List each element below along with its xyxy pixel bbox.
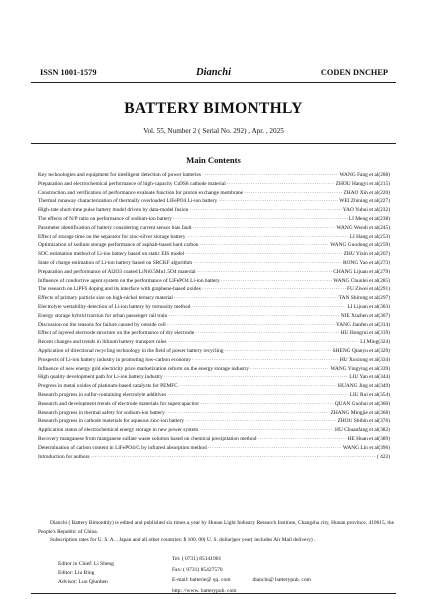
toc-entry-title: Energy storage hybrid traction for urban passenger rail train — [38, 312, 168, 319]
editorial-staff — [58, 560, 114, 586]
toc-entry — [38, 312, 390, 321]
toc-entry — [38, 435, 390, 444]
toc-leader-dots — [191, 303, 346, 312]
magazine-name: Dianchi — [195, 67, 231, 78]
toc-leader-dots — [193, 259, 342, 268]
toc-entry — [38, 171, 390, 180]
toc-entry-author-page: YAO Yuhui et al(232) — [342, 207, 390, 214]
toc-entry-author-page: ZHOU Shibin et al(376) — [337, 418, 390, 425]
website-link[interactable]: http: //www. batterypub. com — [172, 587, 237, 594]
toc-entry-title: The effects of N/P ratio on performance of sodium-ion battery — [38, 215, 172, 222]
toc-entry-author-page: HUANG Jing et al(349) — [338, 383, 390, 390]
toc-leader-dots — [189, 206, 341, 215]
issn-label: ISSN 1001-1579 — [40, 68, 97, 77]
toc-entry-author-page: TAN Shirong et al(297) — [338, 295, 390, 302]
toc-entry-title: Research progress in sulfur-containing electrolyte additives — [38, 391, 167, 398]
journal-title: BATTERY BIMONTHLY — [124, 100, 303, 117]
contact-info — [172, 554, 311, 596]
toc-leader-dots — [208, 444, 342, 453]
toc-entry-title: Application of directional recycling technology in the field of power battery recycling — [38, 347, 224, 354]
toc-entry — [38, 373, 390, 382]
toc-entry-title: Thermal runaway characterization of thermally overloaded LiFePO4 Li-ion battery — [38, 198, 218, 205]
toc-entry-title: Parameter identification of battery considering current sensor bias fault — [38, 224, 192, 231]
toc-leader-dots — [257, 435, 346, 444]
fax: Fax: ( 0731) 85427570 — [172, 566, 223, 573]
toc-entry-author-page: WANG Wendi et al(245) — [336, 224, 390, 231]
toc-entry — [38, 294, 390, 303]
toc-entry — [38, 197, 390, 206]
toc-entry-author-page: LI Meng et al(238) — [348, 215, 390, 222]
title-divider — [31, 143, 396, 144]
toc-entry-title: Introduction for authors — [38, 453, 90, 460]
toc-entry-author-page: FU Ziwei et al(291) — [347, 286, 390, 293]
toc-entry — [38, 206, 390, 215]
toc-leader-dots — [174, 294, 338, 303]
toc-entry — [38, 365, 390, 374]
toc-leader-dots — [167, 391, 349, 400]
toc-leader-dots — [185, 417, 336, 426]
toc-leader-dots — [227, 180, 335, 189]
toc-entry-author-page: NIE Xuzhen et al(307) — [340, 312, 390, 319]
toc-entry — [38, 382, 390, 391]
toc-leader-dots — [166, 409, 330, 418]
toc-leader-dots — [173, 215, 348, 224]
toc-entry — [38, 338, 390, 347]
toc-entry-title: State of charge estimation of Li-ion battery based on SRCKF algorithm — [38, 259, 193, 266]
toc-leader-dots — [186, 233, 348, 242]
toc-entry-title: Discussion on the reasons for failure caused by outside cell — [38, 321, 166, 328]
toc-entry — [38, 189, 390, 198]
toc-entry-title: Effects of primary particle size on high-nickel ternary material — [38, 295, 173, 302]
footer-divider — [31, 593, 396, 594]
toc-entry-author-page: HU Chuanfang et al(382) — [335, 427, 390, 434]
contents-heading: Main Contents — [186, 155, 241, 165]
toc-entry-title: High quality development path for Li-ion battery industry — [38, 374, 163, 381]
toc-entry — [38, 180, 390, 189]
toc-entry — [38, 303, 390, 312]
email-line — [172, 575, 311, 586]
toc-entry-author-page: WEI Zhining et al(227) — [339, 198, 390, 205]
toc-entry-author-page: ( 422) — [376, 453, 390, 460]
publication-statement: Dianchi ( Battery Bimonthly) is edited and published six times a year by Hunan Light Industry Research Institute, Changsha city, Hunan province, 410015, the People's Republic of China. — [38, 520, 394, 535]
volume-info: Vol. 55, Number 2 ( Serial No. 292) , Apr. , 2025 — [143, 127, 284, 135]
toc-entry-author-page: WANG Fang et al(208) — [339, 172, 390, 178]
toc-entry-author-page: WANG Chunlei et al(285) — [333, 277, 390, 284]
toc-entry-author-page: ZHANG Mingjie et al(368) — [330, 409, 390, 416]
toc-leader-dots — [91, 453, 376, 462]
toc-entry-author-page: YANG Jianfen et al(314) — [335, 321, 390, 328]
toc-leader-dots — [218, 197, 338, 206]
toc-leader-dots — [195, 329, 340, 338]
toc-entry-title: SOC estimation method of Li-ion battery based on static EIS model — [38, 251, 185, 258]
toc-entry-author-page: ZHAO Xin et al(220) — [343, 189, 390, 196]
email-secondary[interactable]: dianchi@ batterypub. com — [252, 577, 311, 584]
toc-entry — [38, 356, 390, 365]
toc-entry-title: Research progress in cathode materials for aqueous zinc-ion battery — [38, 418, 185, 425]
toc-leader-dots — [250, 365, 329, 374]
toc-entry — [38, 453, 390, 462]
toc-entry — [38, 268, 390, 277]
toc-entry — [38, 426, 390, 435]
toc-leader-dots — [179, 382, 337, 391]
toc-entry — [38, 329, 390, 338]
toc-leader-dots — [185, 250, 343, 259]
coden-label: CODEN DNCHEP — [320, 68, 388, 77]
toc-entry-author-page: CHANG Lijuan et al(279) — [333, 268, 390, 275]
toc-entry-author-page: HU Xuxiong et al(334) — [339, 356, 390, 363]
email-primary[interactable]: E-mail: batterie@ qq. com — [172, 577, 231, 584]
toc-leader-dots — [202, 285, 346, 294]
toc-entry — [38, 444, 390, 453]
toc-entry — [38, 400, 390, 409]
header-divider — [31, 82, 396, 83]
toc-entry-title: Prospects of Li-ion battery industry in promoting low-carbon economy — [38, 356, 192, 363]
toc-entry-title: Influence of new energy grid electricity price marketization reform on the energy storage industry — [38, 365, 250, 372]
toc-entry — [38, 417, 390, 426]
advisor: Advisor: Luo Qiunhen — [58, 578, 108, 585]
toc-entry-author-page: LI Ming(324) — [360, 339, 390, 346]
toc-entry-title: Progress in metal oxides of platinum-based catalysts for PEMFC — [38, 383, 178, 390]
telephone: Tel: ( 0731) 85141901 — [172, 556, 222, 562]
toc-entry-author-page: ZHU Yixin et al(267) — [343, 251, 390, 258]
toc-entry — [38, 409, 390, 418]
toc-entry — [38, 250, 390, 259]
toc-entry-title: High-rate short-time pulse battery model driven by data-model fusion — [38, 207, 189, 214]
toc-leader-dots — [164, 373, 349, 382]
toc-entry-author-page: WANG Yingying et al(339) — [330, 365, 390, 372]
toc-entry-title: Determination of carbon content in LiFePO4/C by infrared absorption method — [38, 444, 207, 451]
toc-entry-title: Preparation and performance of Al2O3 coated LiNi0.5Mn1.5O4 material — [38, 268, 196, 275]
toc-entry-title: Optimization of sodium storage performance of asphalt-based hard carbon — [38, 242, 199, 249]
toc-entry-author-page: WANG Guodong et al(259) — [330, 242, 390, 249]
toc-leader-dots — [167, 321, 335, 330]
toc-entry-author-page: QUAN Guohui et al(360) — [334, 400, 390, 407]
toc-entry — [38, 224, 390, 233]
toc-entry — [38, 259, 390, 268]
toc-entry — [38, 347, 390, 356]
toc-leader-dots — [199, 241, 329, 250]
toc-leader-dots — [167, 338, 359, 347]
toc-entry-author-page: RONG Yao et al(273) — [342, 259, 390, 266]
toc-entry-title: Preparation and electrochemical performance of high-capacity Cu9S8 cathode material — [38, 180, 226, 187]
toc-leader-dots — [200, 400, 334, 409]
toc-entry-title: Influence of conductive agent system on the performance of LiFePO4 Li-ion battery — [38, 277, 220, 284]
toc-entry-title: Key technologies and equipment for intelligent detection of power batteries — [38, 172, 202, 178]
toc-entry-title: Research progress in thermal safety for sodium-ion battery — [38, 409, 165, 416]
toc-entry — [38, 321, 390, 330]
toc-entry-title: Recovery manganese from manganese sulfate waste solution based on chemical precipitation method — [38, 435, 257, 442]
toc-leader-dots — [193, 224, 336, 233]
toc-entry-title: Effect of layered electrode structure on the performance of dry electrode — [38, 330, 195, 337]
toc-leader-dots — [224, 347, 331, 356]
toc-leader-dots — [221, 277, 332, 286]
toc-leader-dots — [197, 268, 333, 277]
toc-leader-dots — [202, 171, 339, 180]
toc-entry — [38, 391, 390, 400]
toc-leader-dots — [192, 356, 339, 365]
publication-notes — [38, 519, 394, 545]
toc-entry — [38, 241, 390, 250]
toc-leader-dots — [244, 189, 342, 198]
toc-entry-title: Recent changes and trends in lithium battery transport rules — [38, 339, 167, 346]
toc-leader-dots — [199, 426, 334, 435]
toc-entry — [38, 215, 390, 224]
toc-entry-author-page: LIU Rui et al(354) — [349, 391, 390, 398]
toc-entry-title: Construction and verification of performance evaluate function for proton exchange membrane — [38, 189, 244, 196]
toc-entry-author-page: HE Huan et al(389) — [347, 435, 390, 442]
toc-entry-author-page: LIU Yan et al(344) — [349, 374, 390, 381]
page-header — [0, 68, 427, 80]
editor-in-chief: Editor in Chief: Li Sheng — [58, 561, 114, 567]
subscription-rates: Subscription rates for U. S. A. , Japan and all other countries: $ 100. 00( U. S. dollar)per year( includes Air Mail delivery) . — [50, 537, 316, 544]
toc-entry-title: Effect of storage time on the separator for zinc-silver storage battery — [38, 233, 186, 240]
toc-entry — [38, 277, 390, 286]
toc-entry — [38, 233, 390, 242]
toc-entry-author-page: ZHOU Hangyi et al(215) — [335, 180, 390, 187]
toc-entry-author-page: SHENG Qianyu et al(329) — [332, 347, 390, 354]
toc-entry — [38, 285, 390, 294]
toc-entry-title: Electrolyte wettability detection of Li-ion battery by tortuosity method — [38, 303, 191, 310]
toc-leader-dots — [168, 312, 340, 321]
table-of-contents — [38, 171, 390, 461]
toc-entry-author-page: LI Lijuan et al(303) — [347, 303, 390, 310]
toc-entry-author-page: WANG Lin et al(396) — [342, 444, 390, 451]
toc-entry-title: Application status of electrochemical energy storage in new power system — [38, 427, 199, 434]
toc-entry-title: Research and development trends of electrode materials for supercapacitor — [38, 400, 200, 407]
editor: Editor: Liu Bing — [58, 569, 95, 576]
toc-entry-title: The research on LiPF6 doping and its interface with graphene-based oxides — [38, 286, 201, 293]
toc-entry-author-page: HU Hongrui et al(319) — [340, 330, 390, 337]
toc-entry-author-page: LI Hang et al(253) — [349, 233, 390, 240]
